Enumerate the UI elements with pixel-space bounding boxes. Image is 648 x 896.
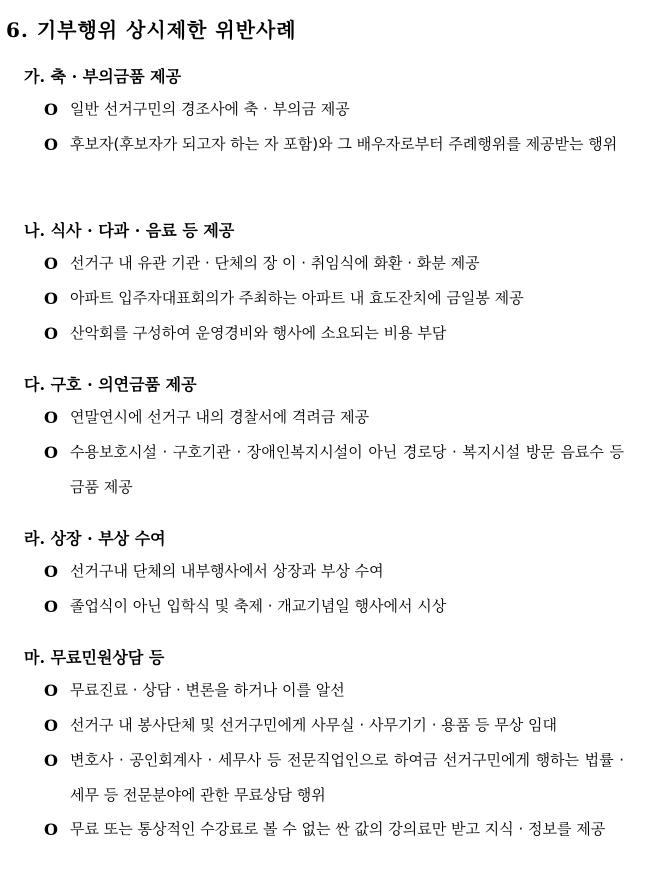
section-heading-ra: 라. 상장 · 부상 수여: [24, 529, 166, 548]
list-item: O 수용보호시설 · 구호기관 · 장애인복지시설이 아닌 경로당 · 복지시설 방문 음료수 등 금품 제공: [44, 435, 624, 505]
circle-bullet-icon: O: [44, 716, 58, 735]
circle-bullet-icon: O: [44, 820, 58, 839]
list-item: O 산악회를 구성하여 운영경비와 행사에 소요되는 비용 부담: [44, 316, 624, 351]
section-heading-na: 나. 식사 · 다과 · 음료 등 제공: [24, 221, 235, 240]
list-item: O 후보자(후보자가 되고자 하는 자 포함)와 그 배우자로부터 주례행위를 제공받는 행위: [44, 127, 624, 162]
section-heading-da: 다. 구호 · 의연금품 제공: [24, 375, 197, 394]
list-item: O 연말연시에 선거구 내의 경찰서에 격려금 제공: [44, 400, 624, 435]
circle-bullet-icon: O: [44, 324, 58, 343]
list-item: O 무료 또는 통상적인 수강료로 볼 수 없는 싼 값의 강의료만 받고 지식 · 정보를 제공: [44, 812, 624, 847]
list-item: O 아파트 입주자대표회의가 주최하는 아파트 내 효도잔치에 금일봉 제공: [44, 281, 624, 316]
list-item: O 무료진료 · 상담 · 변론을 하거나 이를 알선: [44, 673, 624, 708]
circle-bullet-icon: O: [44, 408, 58, 427]
circle-bullet-icon: O: [44, 100, 58, 119]
list-item: O 선거구내 단체의 내부행사에서 상장과 부상 수여: [44, 554, 624, 589]
section-heading-ga: 가. 축 · 부의금품 제공: [24, 67, 182, 86]
circle-bullet-icon: O: [44, 681, 58, 700]
list-item: O 일반 선거구민의 경조사에 축 · 부의금 제공: [44, 92, 624, 127]
list-item: O 선거구 내 유관 기관 · 단체의 장 이 · 취임식에 화환 · 화분 제공: [44, 246, 624, 281]
circle-bullet-icon: O: [44, 289, 58, 308]
circle-bullet-icon: O: [44, 562, 58, 581]
list-item: O 졸업식이 아닌 입학식 및 축제 · 개교기념일 행사에서 시상: [44, 589, 624, 624]
list-item: O 변호사 · 공인회계사 · 세무사 등 전문직업인으로 하여금 선거구민에게 행하는 법률 · 세무 등 전문분야에 관한 무료상담 행위: [44, 743, 624, 813]
circle-bullet-icon: O: [44, 135, 58, 154]
circle-bullet-icon: O: [44, 751, 58, 770]
circle-bullet-icon: O: [44, 254, 58, 273]
page-title: 6. 기부행위 상시제한 위반사례: [6, 18, 297, 42]
list-item: O 선거구 내 봉사단체 및 선거구민에게 사무실 · 사무기기 · 용품 등 무상 임대: [44, 708, 624, 743]
section-heading-ma: 마. 무료민원상담 등: [24, 648, 165, 667]
circle-bullet-icon: O: [44, 597, 58, 616]
circle-bullet-icon: O: [44, 443, 58, 462]
